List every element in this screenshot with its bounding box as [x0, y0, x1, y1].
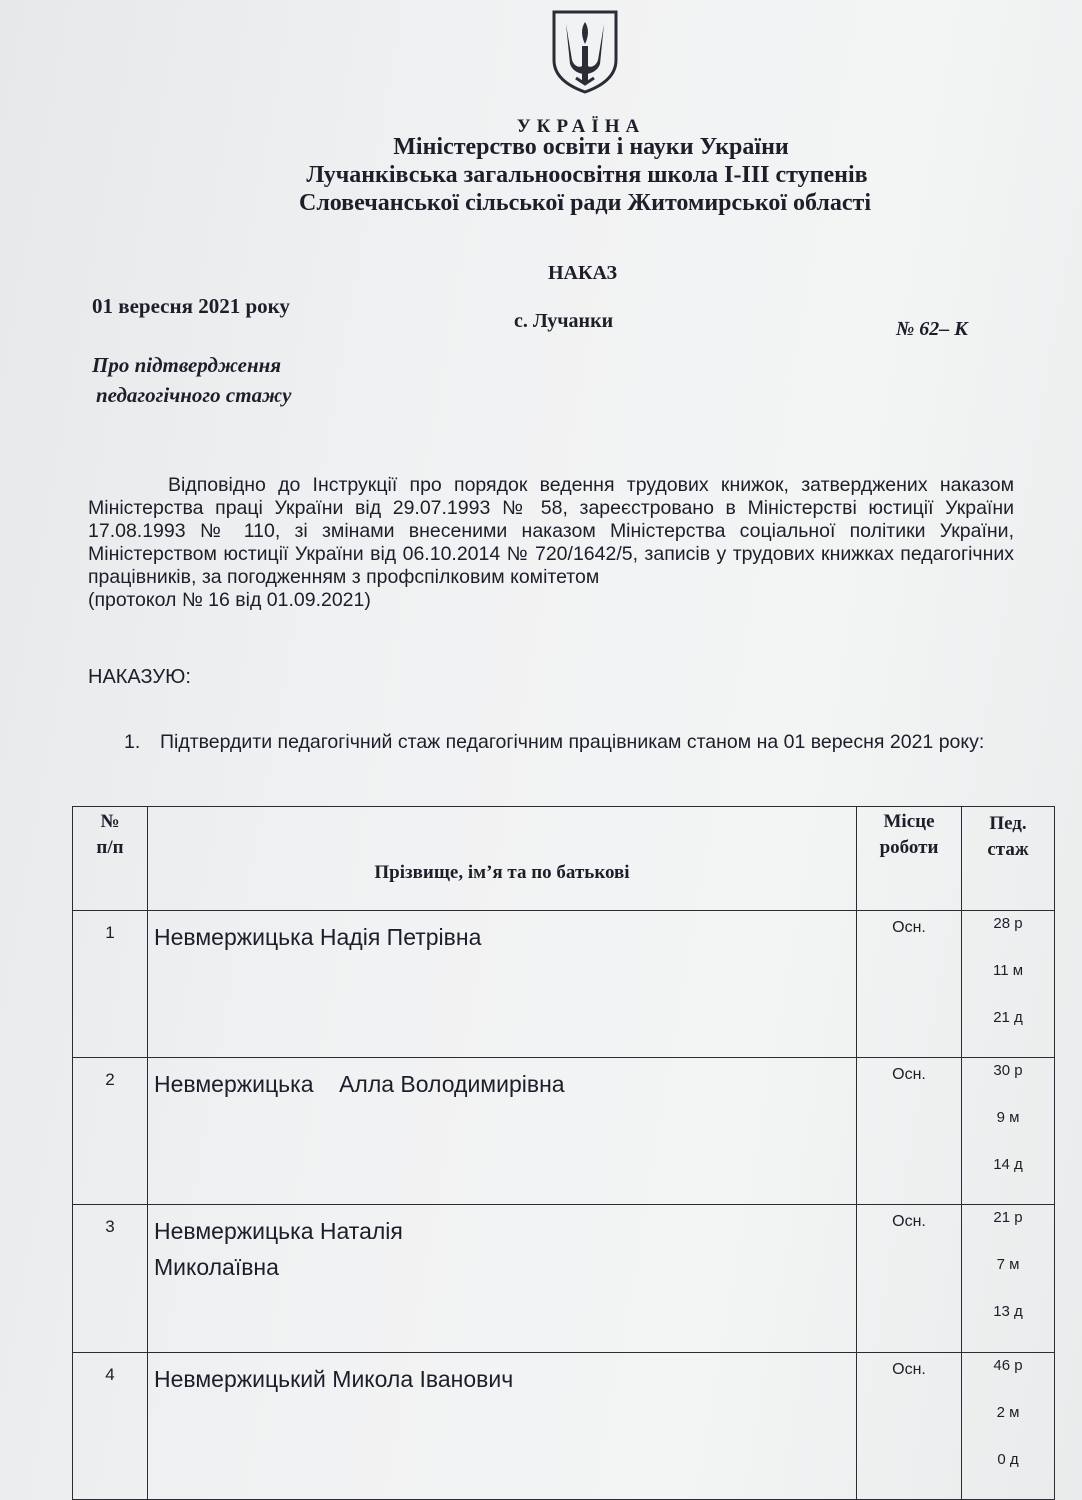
preamble-text: Відповідно до Інструкції про порядок ведення трудових книжок, затверджених наказом Міністерства праці України від 29.07.1993 № 58, зареєстровано в Міністерстві юстиції України 17.08.1993 № 110, зі змінами внесеними наказом Міністерства соціальної політики України, Міністерством юстиції України від 06.10.2014 № 720/1642/5, записів у трудових книжках педагогічних працівників, за погодженням з профспілковим комітетом	[88, 474, 1014, 588]
experience-days: 14 д	[993, 1156, 1023, 1173]
row-experience	[962, 1353, 1055, 1500]
row-workplace: Осн.	[857, 1058, 962, 1205]
row-workplace: Осн.	[857, 911, 962, 1058]
header-number	[73, 807, 148, 911]
row-experience	[962, 1058, 1055, 1205]
header-experience-line2: стаж	[987, 839, 1029, 860]
row-full-name: Невмержицька Алла Володимирівна	[148, 1058, 857, 1205]
experience-days: 13 д	[993, 1303, 1023, 1320]
row-full-name: Невмержицька Надія Петрівна	[148, 911, 857, 1058]
experience-days: 21 д	[993, 1009, 1023, 1026]
header-experience-line1: Пед.	[989, 813, 1027, 834]
table-row	[73, 1205, 1055, 1353]
preamble-protocol: (протокол № 16 від 01.09.2021)	[88, 589, 371, 611]
experience-years: 21 р	[993, 1209, 1023, 1226]
table-row	[73, 1353, 1055, 1500]
header-number-line1: №	[100, 811, 120, 832]
school-name-line2: Словечанської сільської ради Житомирської області	[298, 190, 871, 216]
row-number: 2	[73, 1058, 148, 1205]
experience-months: 9 м	[996, 1109, 1020, 1126]
row-experience	[962, 1205, 1055, 1353]
school-name-line1: Лучанківська загальноосвітня школа І-ІІІ ступенів	[306, 162, 868, 188]
experience-years: 30 р	[993, 1062, 1023, 1079]
header-number-line2: п/п	[96, 837, 124, 858]
order-item-1	[124, 730, 1014, 754]
row-workplace: Осн.	[857, 1205, 962, 1353]
experience-months: 7 м	[996, 1256, 1020, 1273]
preamble-paragraph	[88, 474, 1014, 612]
ministry-name: Міністерство освіти і науки України	[393, 134, 789, 160]
order-directive-heading: НАКАЗУЮ:	[88, 666, 191, 688]
order-number: № 62– К	[896, 318, 968, 340]
item-text: Підтвердити педагогічний стаж педагогічним працівникам станом на 01 вересня 2021 року:	[160, 731, 985, 753]
subject-line2: педагогічного стажу	[96, 383, 292, 407]
experience-months: 11 м	[992, 962, 1024, 979]
table-row	[73, 1058, 1055, 1205]
experience-months: 2 м	[996, 1404, 1020, 1421]
header-workplace-line2: роботи	[879, 837, 939, 858]
row-number: 4	[73, 1353, 148, 1500]
row-full-name: Невмержицька Наталія Миколаївна	[148, 1205, 857, 1353]
order-title: НАКАЗ	[548, 262, 618, 284]
row-workplace: Осн.	[857, 1353, 962, 1500]
item-number: 1.	[124, 731, 141, 753]
header-workplace	[857, 807, 962, 911]
row-full-name: Невмержицький Микола Іванович	[148, 1353, 857, 1500]
country-name: УКРАЇНА	[516, 116, 646, 137]
trident-coat-of-arms-icon	[548, 8, 622, 94]
row-number: 3	[73, 1205, 148, 1353]
header-workplace-line1: Місце	[883, 811, 935, 832]
subject-line1: Про підтвердження	[92, 353, 282, 377]
row-experience	[962, 911, 1055, 1058]
order-date: 01 вересня 2021 року	[92, 294, 290, 318]
row-number: 1	[73, 911, 148, 1058]
order-subject	[92, 350, 291, 410]
experience-days: 0 д	[997, 1451, 1019, 1468]
order-place: с. Лучанки	[514, 310, 614, 332]
table-row	[73, 911, 1055, 1058]
table-header-row	[73, 807, 1055, 911]
header-full-name: Прізвище, ім’я та по батькові	[148, 807, 857, 911]
header-experience	[962, 807, 1055, 911]
staff-experience-table	[72, 806, 1055, 1500]
experience-years: 46 р	[993, 1357, 1023, 1374]
experience-years: 28 р	[993, 915, 1023, 932]
